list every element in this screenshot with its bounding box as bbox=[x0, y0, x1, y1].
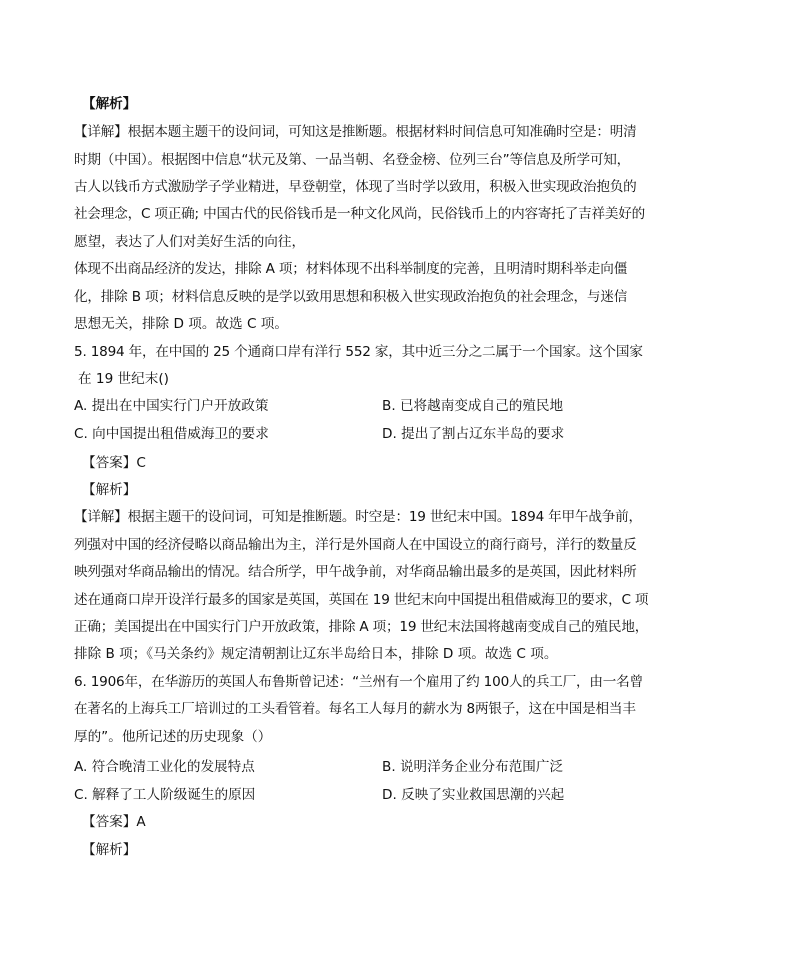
q5-detail-line: 映列强对华商品输出的情况。结合所学，甲午战争前，对华商品输出最多的是英国，因此材料所 bbox=[74, 564, 637, 580]
question-5-stem: 5. 1894 年，在中国的 25 个通商口岸有洋行 552 家，其中近三分之二属于一个国家。这个国家 bbox=[74, 344, 643, 360]
q6-analysis-label: 【解析】 bbox=[82, 842, 137, 858]
q5-detail-line: 述在通商口岸开设洋行最多的国家是英国，英国在 19 世纪末向中国提出租借威海卫的要求，C 项 bbox=[74, 592, 649, 608]
q6-option-a: A. 符合晚清工业化的发展特点 bbox=[74, 759, 255, 775]
q5-option-c: C. 向中国提出租借威海卫的要求 bbox=[74, 426, 269, 442]
detail-line: 时期（中国）。根据图中信息“状元及第、一品当朝、名登金榜、位列三台”等信息及所学可知， bbox=[74, 152, 631, 168]
q5-analysis-label: 【解析】 bbox=[82, 482, 137, 498]
q6-option-d: D. 反映了实业救国思潮的兴起 bbox=[382, 787, 565, 803]
q5-option-b: B. 已将越南变成自己的殖民地 bbox=[382, 398, 564, 414]
question-6-stem: 在著名的上海兵工厂培训过的工头看管着。每名工人每月的薪水为 8两银子，这在中国是相当丰 bbox=[74, 701, 636, 717]
q5-detail-line: 排除 B 项；《马关条约》规定清朝割让辽东半岛给日本，排除 D 项。故选 C 项。 bbox=[74, 646, 558, 662]
q6-option-b: B. 说明洋务企业分布范围广泛 bbox=[382, 759, 564, 775]
analysis-label: 【解析】 bbox=[82, 96, 137, 112]
detail-line: 思想无关，排除 D 项。故选 C 项。 bbox=[74, 316, 288, 332]
q5-option-d: D. 提出了割占辽东半岛的要求 bbox=[382, 426, 565, 442]
detail-line: 愿望，表达了人们对美好生活的向往， bbox=[74, 234, 306, 250]
detail-line: 体现不出商品经济的发达，排除 A 项；材料体现不出科举制度的完善，且明清时期科举走向僵 bbox=[74, 261, 628, 277]
question-6-stem: 厚的”。他所记述的历史现象（） bbox=[74, 729, 272, 745]
q5-answer: 【答案】C bbox=[82, 455, 146, 471]
q5-detail-line: 列强对中国的经济侵略以商品输出为主，洋行是外国商人在中国设立的商行商号，洋行的数量反 bbox=[74, 537, 637, 553]
q5-detail-line: 正确；美国提出在中国实行门户开放政策，排除 A 项；19 世纪末法国将越南变成自己的殖民地， bbox=[74, 619, 649, 635]
question-5-stem-cont: 在 19 世纪末() bbox=[78, 371, 169, 387]
detail-line: 古人以钱币方式激励学子学业精进，早登朝堂，体现了当时学以致用，积极入世实现政治抱负的 bbox=[74, 179, 637, 195]
q6-answer: 【答案】A bbox=[82, 814, 146, 830]
question-6-stem: 6. 1906年，在华游历的英国人布鲁斯曾记述：“兰州有一个雇用了约 100人的兵工厂，由一名曾 bbox=[74, 674, 643, 690]
detail-line: 化，排除 B 项；材料信息反映的是学以致用思想和积极入世实现政治抱负的社会理念，与迷信 bbox=[74, 289, 628, 305]
detail-line: 【详解】根据本题主题干的设问词，可知这是推断题。根据材料时间信息可知准确时空是：明清 bbox=[74, 124, 637, 140]
detail-line: 社会理念，C 项正确; 中国古代的民俗钱币是一种文化风尚，民俗钱币上的内容寄托了吉祥美好的 bbox=[74, 206, 646, 222]
q6-option-c: C. 解释了工人阶级诞生的原因 bbox=[74, 787, 256, 803]
q5-option-a: A. 提出在中国实行门户开放政策 bbox=[74, 398, 269, 414]
q5-detail-line: 【详解】根据主题干的设问词，可知是推断题。时空是：19 世纪末中国。1894 年甲午战争前， bbox=[74, 509, 642, 525]
